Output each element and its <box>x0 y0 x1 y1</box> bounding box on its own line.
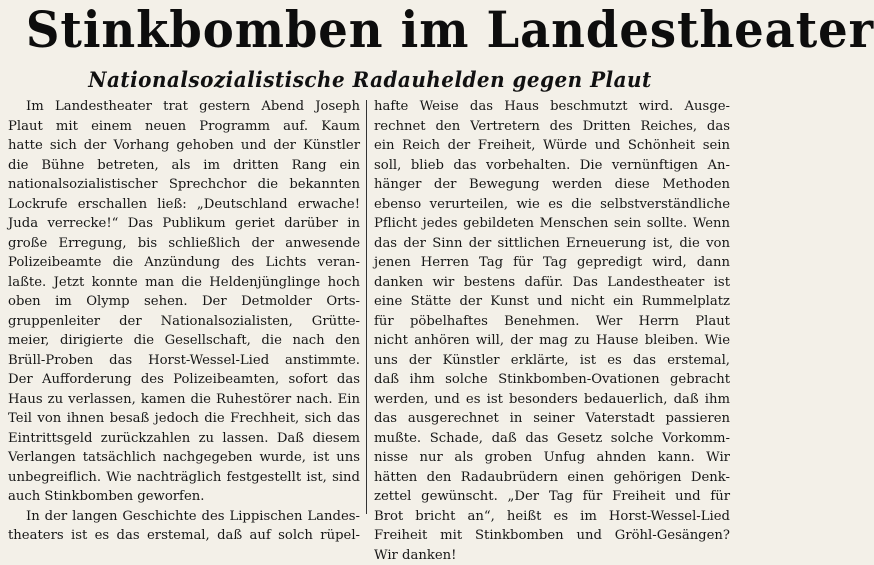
right-column-line: soll, blieb das vorbehalten. Die vernünftigen An- <box>374 156 730 176</box>
left-column-line: Polizeibeamte die Anzündung des Lichts veran- <box>8 253 360 273</box>
right-column-line: danken wir bestens dafür. Das Landestheater ist <box>374 273 730 293</box>
left-column-line: nationalsozialistischer Sprechchor die bekannten <box>8 175 360 195</box>
left-column-line: Plaut mit einem neuen Programm auf. Kaum <box>8 117 360 137</box>
headline: Stinkbomben im Landestheater <box>26 0 714 64</box>
left-column-line: gruppenleiter der Nationalsozialisten, Grütte- <box>8 312 360 332</box>
right-column-line: eine Stätte der Kunst und nicht ein Rummelplatz <box>374 292 730 312</box>
left-column-line: Der Aufforderung des Polizeibeamten, sofort das <box>8 370 360 390</box>
left-column-line: große Erregung, bis schließlich der anwesende <box>8 234 360 254</box>
left-column-line: die Bühne betreten, als im dritten Rang ein <box>8 156 360 176</box>
left-column-line: auch Stinkbomben geworfen. <box>8 487 360 507</box>
subheadline: Nationalsozialistische Radauhelden gegen Plaut <box>19 66 722 94</box>
left-column <box>8 97 360 546</box>
right-column-line: Freiheit mit Stinkbomben und Gröhl-Gesängen? <box>374 526 730 546</box>
right-column-line: das der Sinn der sittlichen Erneuerung ist, die von <box>374 234 730 254</box>
right-column-line: hätten den Radaubrüdern einen gehörigen Denk- <box>374 468 730 488</box>
column-divider <box>366 100 367 514</box>
left-column-line: theaters ist es das erstemal, daß auf solch rüpel- <box>8 526 360 546</box>
right-column-line: hafte Weise das Haus beschmutzt wird. Ausge- <box>374 97 730 117</box>
left-column-line: Eintrittsgeld zurückzahlen zu lassen. Daß diesem <box>8 429 360 449</box>
left-column-line: In der langen Geschichte des Lippischen Landes- <box>8 507 360 527</box>
left-column-line: laßte. Jetzt konnte man die Heldenjünglinge hoch <box>8 273 360 293</box>
left-column-line: Brüll-Proben das Horst-Wessel-Lied anstimmte. <box>8 351 360 371</box>
left-column-line: Lockrufe erschallen ließ: „Deutschland erwache! <box>8 195 360 215</box>
left-column-line: oben im Olymp sehen. Der Detmolder Orts- <box>8 292 360 312</box>
left-column-line: unbegreiflich. Wie nachträglich festgestellt ist, sind <box>8 468 360 488</box>
left-column-line: Verlangen tatsächlich nachgegeben wurde, ist uns <box>8 448 360 468</box>
right-column-line: daß ihm solche Stinkbomben-Ovationen gebracht <box>374 370 730 390</box>
right-column-line: Brot bricht an“, heißt es im Horst-Wessel-Lied <box>374 507 730 527</box>
right-column <box>374 97 730 565</box>
right-column-line: ein Reich der Freiheit, Würde und Schönheit sein <box>374 136 730 156</box>
left-column-line: Juda verrecke!“ Das Publikum geriet darüber in <box>8 214 360 234</box>
right-column-line: rechnet den Vertretern des Dritten Reiches, das <box>374 117 730 137</box>
right-column-line: werden, und es ist besonders bedauerlich, daß ihm <box>374 390 730 410</box>
right-column-line: Pflicht jedes gebildeten Menschen sein sollte. Wenn <box>374 214 730 234</box>
right-column-line: nisse nur als groben Unfug ahnden kann. Wir <box>374 448 730 468</box>
left-column-line: Teil von ihnen besaß jedoch die Frechheit, sich das <box>8 409 360 429</box>
right-column-line: mußte. Schade, daß das Gesetz solche Vorkomm- <box>374 429 730 449</box>
right-column-line: ebenso verurteilen, wie es die selbstverständliche <box>374 195 730 215</box>
right-column-line: zettel gewünscht. „Der Tag für Freiheit und für <box>374 487 730 507</box>
left-column-line: Im Landestheater trat gestern Abend Joseph <box>8 97 360 117</box>
right-column-line: das ausgerechnet in seiner Vaterstadt passieren <box>374 409 730 429</box>
right-column-line: nicht anhören will, der mag zu Hause bleiben. Wie <box>374 331 730 351</box>
left-column-line: hatte sich der Vorhang gehoben und der Künstler <box>8 136 360 156</box>
right-column-line: jenen Herren Tag für Tag gepredigt wird, dann <box>374 253 730 273</box>
left-column-line: Haus zu verlassen, kamen die Ruhestörer nach. Ein <box>8 390 360 410</box>
right-column-line: uns der Künstler erklärte, ist es das erstemal, <box>374 351 730 371</box>
left-column-line: meier, dirigierte die Gesellschaft, die nach den <box>8 331 360 351</box>
right-column-line: hänger der Bewegung werden diese Methoden <box>374 175 730 195</box>
right-column-line: für pöbelhaftes Benehmen. Wer Herrn Plaut <box>374 312 730 332</box>
right-column-line: Wir danken! <box>374 546 730 565</box>
